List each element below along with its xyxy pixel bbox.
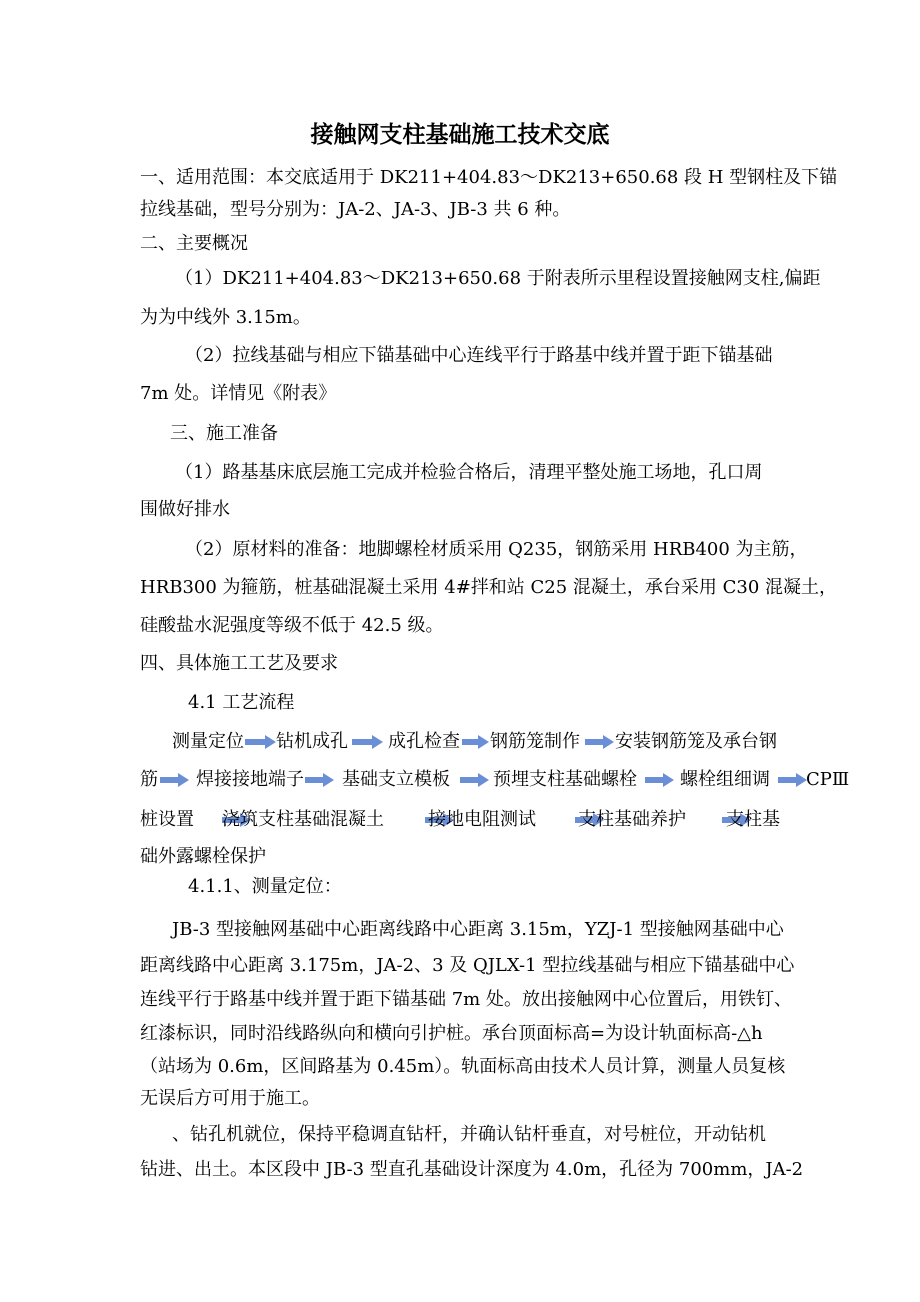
flow-step: 成孔检查 xyxy=(388,731,460,752)
arrow-right-icon xyxy=(305,772,335,788)
text-line: （1）路基基床底层施工完成并检验合格后，清理平整处施工场地，孔口周 xyxy=(175,462,763,483)
text-line: 红漆标识，同时沿线路纵向和横向引护桩。承台顶面标高=为设计轨面标高-△h xyxy=(140,1023,763,1044)
flow-step: 桩设置 xyxy=(140,809,194,830)
document-title: 接触网支柱基础施工技术交底 xyxy=(310,122,610,148)
text-line: 为为中线外 3.15m。 xyxy=(140,307,311,328)
arrow-right-icon xyxy=(778,772,808,788)
section-heading: 三、施工准备 xyxy=(170,423,278,444)
flow-step: 浇筑支柱基础混凝土 xyxy=(222,809,384,830)
section-heading: 二、主要概况 xyxy=(140,233,248,254)
flow-step: 钻机成孔 xyxy=(276,731,348,752)
flow-step: 预埋支柱基础螺栓 xyxy=(493,769,637,790)
sub-heading: 4.1.1、测量定位： xyxy=(188,876,342,897)
arrow-right-icon xyxy=(160,772,190,788)
text-line: HRB300 为箍筋，桩基础混凝土采用 4#拌和站 C25 混凝土，承台采用 C30 混凝土， xyxy=(140,577,838,598)
text-line: 围做好排水 xyxy=(140,499,230,520)
flow-step: 钢筋笼制作 xyxy=(490,731,580,752)
arrow-right-icon xyxy=(245,734,277,750)
arrow-right-icon xyxy=(585,734,615,750)
flow-step: 筋 xyxy=(140,769,158,790)
text-line: JB-3 型接触网基础中心距离线路中心距离 3.15m，YZJ-1 型接触网基础中心 xyxy=(172,919,784,940)
flow-step: 础外露螺栓保护 xyxy=(140,846,266,867)
flow-step: 安装钢筋笼及承台钢 xyxy=(615,731,777,752)
arrow-right-icon xyxy=(460,772,490,788)
flow-step: 支柱基础养护 xyxy=(578,809,686,830)
text-line: 钻进、出土。本区段中 JB-3 型直孔基础设计深度为 4.0m，孔径为 700mm，JA-2 xyxy=(140,1159,804,1180)
flow-step: CPⅢ xyxy=(806,769,850,790)
text-line: 硅酸盐水泥强度等级不低于 42.5 级。 xyxy=(140,615,444,636)
text-line: 连线平行于路基中线并置于距下锚基础 7m 处。放出接触网中心位置后，用铁钉、 xyxy=(140,989,792,1010)
text-line: 7m 处。详情见《附表》 xyxy=(140,383,337,404)
flow-row xyxy=(0,731,920,755)
sub-heading: 4.1 工艺流程 xyxy=(188,692,295,713)
flow-step: 基础支立模板 xyxy=(342,769,450,790)
text-line: 距离线路中心距离 3.175m，JA-2、3 及 QJLX-1 型拉线基础与相应下锚基础中心 xyxy=(140,955,795,976)
text-line: （站场为 0.6m，区间路基为 0.45m）。轨面标高由技术人员计算，测量人员复核 xyxy=(140,1056,786,1077)
flow-step: 接地电阻测试 xyxy=(428,809,536,830)
text-line: （1）DK211+404.83～DK213+650.68 于附表所示里程设置接触网支柱,偏距 xyxy=(175,268,821,289)
arrow-right-icon xyxy=(645,772,675,788)
arrow-right-icon xyxy=(352,734,384,750)
text-line: 、钻孔机就位，保持平稳调直钻杆，并确认钻杆垂直，对号桩位，开动钻机 xyxy=(172,1124,766,1145)
arrow-right-icon xyxy=(462,734,490,750)
text-line: （2）原材料的准备：地脚螺栓材质采用 Q235，钢筋采用 HRB400 为主筋， xyxy=(185,539,808,560)
section-heading: 四、具体施工工艺及要求 xyxy=(140,653,338,674)
flow-step: 螺栓组细调 xyxy=(680,769,770,790)
flow-step: 支柱基 xyxy=(726,809,780,830)
flow-row xyxy=(0,809,920,833)
text-line: 一、适用范围：本交底适用于 DK211+404.83～DK213+650.68 段 H 型钢柱及下锚 xyxy=(140,167,838,188)
flow-step: 焊接接地端子 xyxy=(196,769,304,790)
text-line: （2）拉线基础与相应下锚基础中心连线平行于路基中线并置于距下锚基础 xyxy=(185,345,773,366)
text-line: 拉线基础，型号分别为：JA-2、JA-3、JB-3 共 6 种。 xyxy=(140,199,571,220)
flow-step: 测量定位 xyxy=(172,731,244,752)
flow-row xyxy=(0,769,920,793)
text-line: 无误后方可用于施工。 xyxy=(140,1088,320,1109)
